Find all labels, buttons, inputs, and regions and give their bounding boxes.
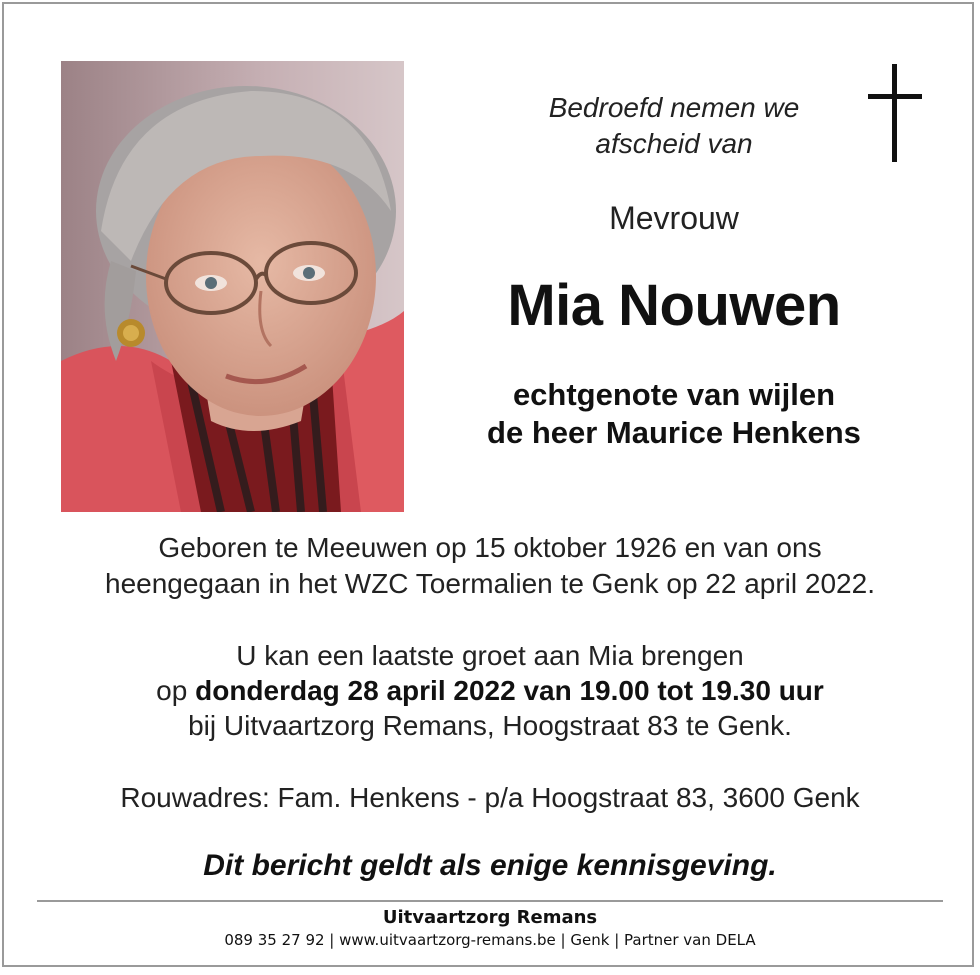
visit-line-1: U kan een laatste groet aan Mia brengen	[236, 640, 744, 671]
notice-statement: Dit bericht geldt als enige kennisgeving.	[203, 849, 777, 882]
portrait-illustration	[61, 61, 404, 512]
visit-line-3: bij Uitvaartzorg Remans, Hoogstraat 83 te Genk.	[188, 710, 792, 741]
spouse-line-2: de heer Maurice Henkens	[487, 415, 861, 450]
birth-death-info	[24, 530, 956, 602]
obituary-card	[2, 2, 974, 967]
birth-line-1: Geboren te Meeuwen op 15 oktober 1926 en van ons	[158, 532, 822, 563]
spouse-line-1: echtgenote van wijlen	[512, 377, 836, 412]
visit-line-2	[24, 673, 956, 708]
intro-line-1: Bedroefd nemen we	[548, 92, 800, 123]
footer-company: Uitvaartzorg Remans	[382, 907, 598, 928]
visit-datetime: donderdag 28 april 2022 van 19.00 tot 19.30 uur	[195, 675, 824, 706]
footer-contact: 089 35 27 92 | www.uitvaartzorg-remans.be | Genk | Partner van DELA	[224, 931, 756, 949]
visit-prefix: op	[156, 675, 196, 706]
intro-text	[424, 90, 924, 162]
intro-line-2: afscheid van	[595, 128, 753, 159]
portrait-photo	[61, 61, 404, 512]
mourning-address: Rouwadres: Fam. Henkens - p/a Hoogstraat 83, 3600 Genk	[120, 782, 860, 813]
footer-divider	[37, 900, 943, 902]
spouse-text	[424, 376, 924, 452]
honorific: Mevrouw	[609, 200, 739, 236]
visitation-info	[24, 638, 956, 743]
deceased-name: Mia Nouwen	[507, 273, 841, 338]
birth-line-2: heengegaan in het WZC Toermalien te Genk op 22 april 2022.	[105, 568, 875, 599]
